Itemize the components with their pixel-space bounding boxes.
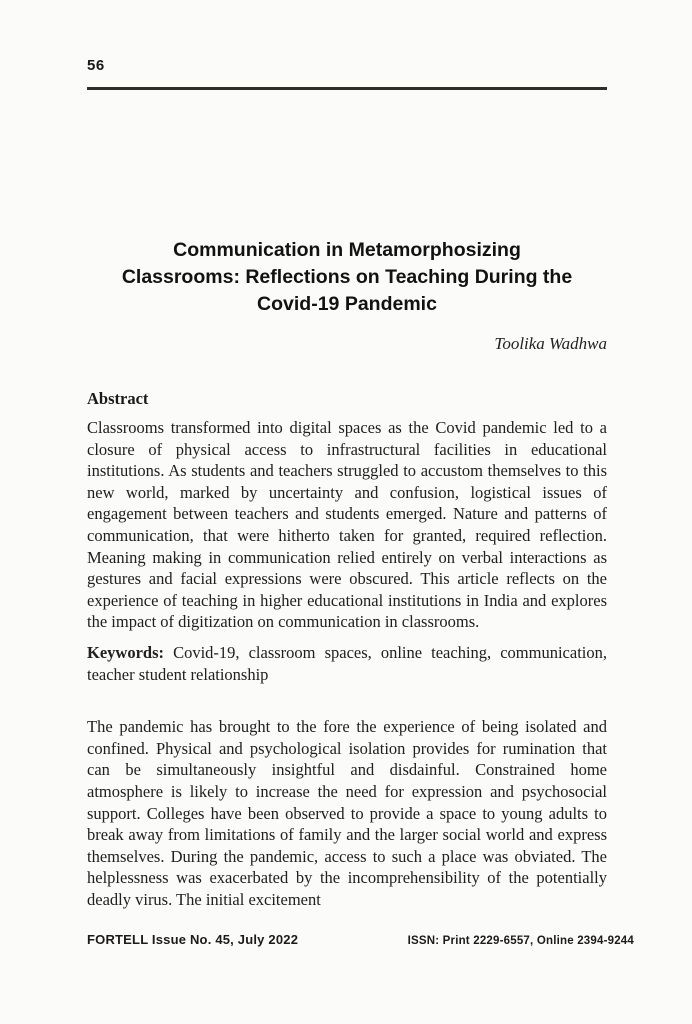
keywords-label: Keywords: (87, 642, 164, 662)
article-title-line-2: Classrooms: Reflections on Teaching During the (121, 266, 573, 288)
page-content (87, 237, 607, 910)
author-name: Toolika Wadhwa (494, 334, 607, 353)
keywords-text: Covid-19, classroom spaces, online teaching, communication, teacher student relationship (87, 642, 607, 684)
issn-info: ISSN: Print 2229-6557, Online 2394-9244 (407, 935, 634, 947)
page-number: 56 (87, 57, 105, 74)
keywords-paragraph (87, 642, 607, 685)
journal-issue-info: FORTELL Issue No. 45, July 2022 (87, 932, 299, 947)
body-paragraph: The pandemic has brought to the fore the experience of being isolated and confined. Physical and psychological isolation provides for rumination that can be simultaneously insightful and disdainful. Constrained home atmosphere is likely to increase the need for expression and psychosocial support. Colleges have been observed to provide a space to young adults to break away from limitations of family and the larger social world and express themselves. During the pandemic, access to such a place was obviated. The helplessness was exacerbated by the incomprehensibility of the potentially deadly virus. The initial excitement (87, 717, 607, 909)
page-footer (87, 932, 634, 947)
article-title (87, 237, 607, 318)
abstract-heading: Abstract (87, 389, 149, 408)
article-title-line-1: Communication in Metamorphosizing (173, 239, 521, 261)
abstract-paragraph: Classrooms transformed into digital spaces as the Covid pandemic led to a closure of physical access to infrastructural facilities in educational institutions. As students and teachers struggled to accustom themselves to this new world, marked by uncertainty and confusion, logistical issues of engagement between teachers and students emerged. Nature and patterns of communication, that were hitherto taken for granted, required reflection. Meaning making in communication relied entirely on verbal interactions as gestures and facial expressions were obscured. This article reflects on the experience of teaching in higher educational institutions in India and explores the impact of digitization on communication in classrooms. (87, 418, 607, 632)
header-rule (87, 87, 607, 90)
article-title-line-3: Covid-19 Pandemic (257, 293, 437, 315)
